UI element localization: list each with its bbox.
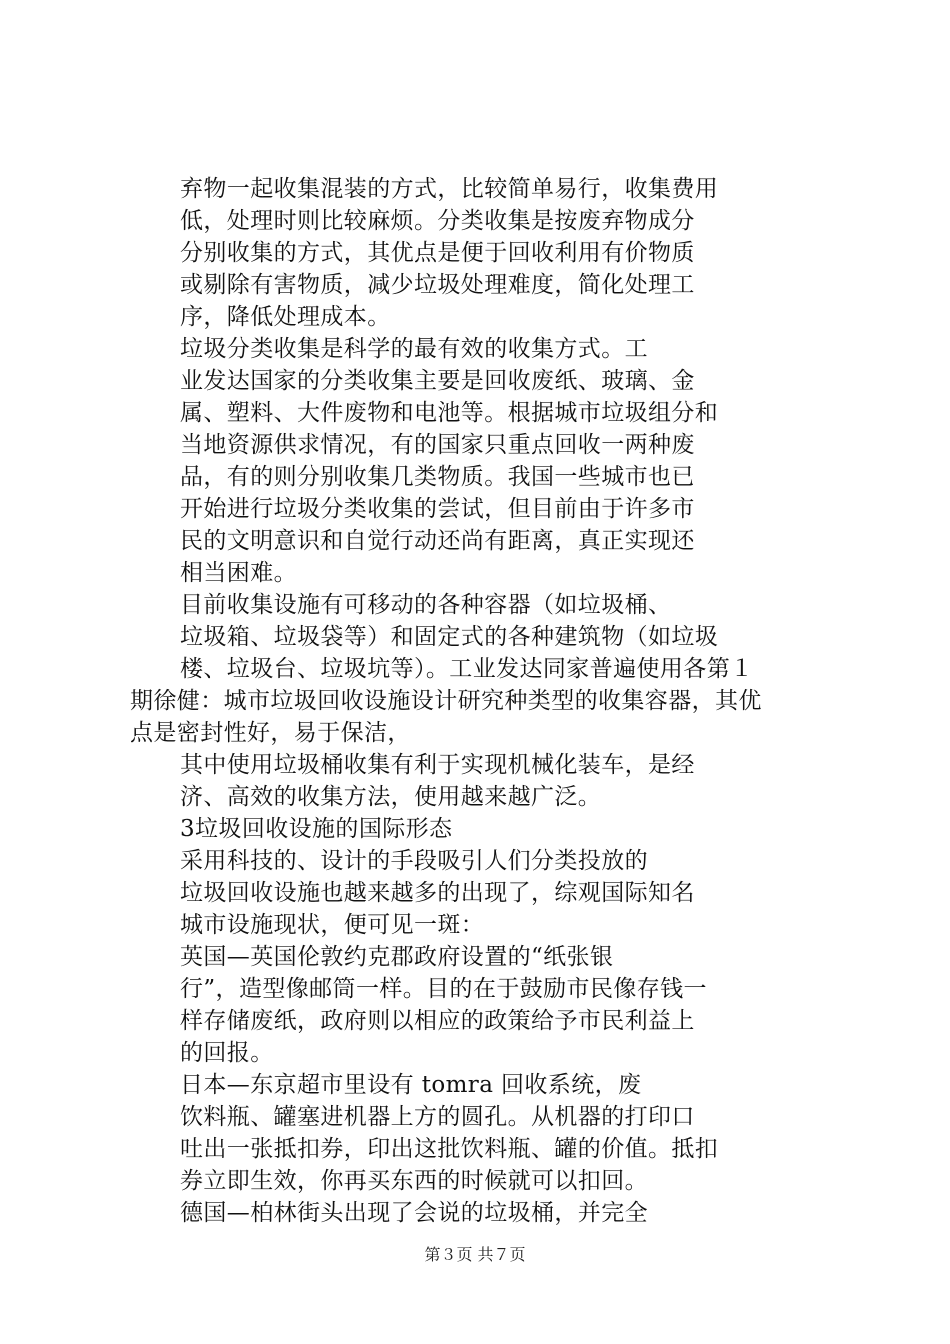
text-line: 样存储废纸，政府则以相应的政策给予市民利益上: [180, 1008, 695, 1034]
text-line: 济、高效的收集方法，使用越来越广泛。: [180, 784, 602, 810]
text-line: 英国—英国伦敦约克郡政府设置的“纸张银: [180, 944, 614, 970]
section-heading: 3垃圾回收设施的国际形态: [180, 816, 453, 842]
text-line: 民的文明意识和自觉行动还尚有距离，真正实现还: [180, 528, 695, 554]
text-line: 弃物一起收集混装的方式，比较简单易行，收集费用: [180, 176, 719, 202]
text-line: 开始进行垃圾分类收集的尝试，但目前由于许多市: [180, 496, 695, 522]
page-number-footer: 第３页 共７页: [424, 1245, 526, 1264]
text-line: 垃圾分类收集是科学的最有效的收集方式。工: [180, 336, 648, 362]
text-line: 券立即生效，你再买东西的时候就可以扣回。: [180, 1168, 648, 1194]
text-line: 其中使用垃圾桶收集有利于实现机械化装车，是经: [180, 752, 695, 778]
text-line: 当地资源供求情况，有的国家只重点回收一两种废: [180, 432, 695, 458]
text-line: 行”，造型像邮筒一样。目的在于鼓励市民像存钱一: [180, 976, 707, 1002]
text-line: 属、塑料、大件废物和电池等。根据城市垃圾组分和: [180, 400, 719, 426]
text-line: 垃圾回收设施也越来越多的出现了，综观国际知名: [180, 880, 695, 906]
text-line: 德国—柏林街头出现了会说的垃圾桶，并完全: [180, 1200, 648, 1226]
text-line: 楼、垃圾台、垃圾坑等）。工业发达同家普遍使用各第１: [180, 656, 754, 682]
text-line: 吐出一张抵扣券，印出这批饮料瓶、罐的价值。抵扣: [180, 1136, 719, 1162]
text-line: 期徐健：城市垃圾回收设施设计研究种类型的收集容器，其优: [130, 688, 762, 714]
text-line: 日本—东京超市里设有 tomra 回收系统，废: [180, 1072, 642, 1098]
text-line: 点是密封性好，易于保洁，: [130, 720, 411, 746]
text-line: 的回报。: [180, 1040, 274, 1066]
text-line: 垃圾箱、垃圾袋等）和固定式的各种建筑物（如垃圾: [180, 624, 719, 650]
text-line: 低，处理时则比较麻烦。分类收集是按废弃物成分: [180, 208, 695, 234]
text-line: 相当困难。: [180, 560, 297, 586]
text-line: 目前收集设施有可移动的各种容器（如垃圾桶、: [180, 592, 672, 618]
text-line: 采用科技的、设计的手段吸引人们分类投放的: [180, 848, 648, 874]
text-line: 城市设施现状，便可见一斑：: [180, 912, 485, 938]
text-line: 业发达国家的分类收集主要是回收废纸、玻璃、金: [180, 368, 695, 394]
text-line: 序，降低处理成本。: [180, 304, 391, 330]
text-line: 或剔除有害物质，减少垃圾处理难度，简化处理工: [180, 272, 695, 298]
text-line: 分别收集的方式，其优点是便于回收利用有价物质: [180, 240, 695, 266]
text-line: 品，有的则分别收集几类物质。我国一些城市也已: [180, 464, 695, 490]
text-line: 饮料瓶、罐塞进机器上方的圆孔。从机器的打印口: [180, 1104, 695, 1130]
